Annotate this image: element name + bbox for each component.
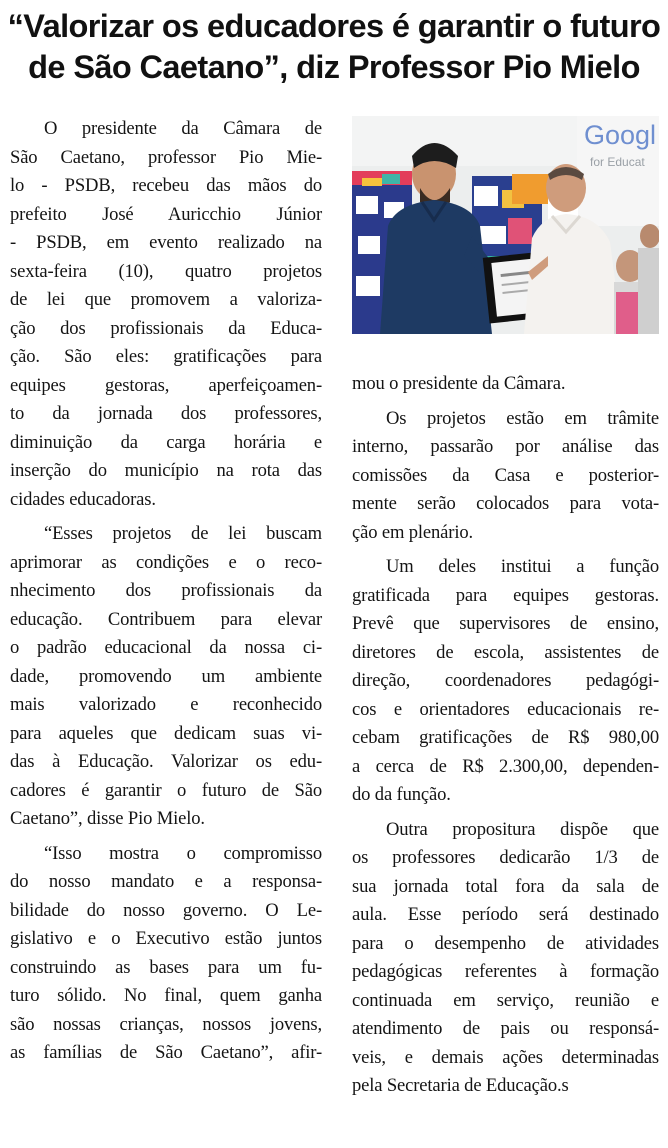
paragraph [10,840,322,1068]
text-line: sua jornada total fora da sala de [352,875,659,897]
text-line: comissões da Casa e posterior- [352,464,659,486]
photo-illustration [352,116,659,334]
text-line: diminuição da carga horária e [10,431,322,453]
text-line: aprimorar as condições e o reco- [10,551,322,573]
text-line: gratificada para equipes gestoras. [352,584,659,606]
text-line: diretores de escola, assistentes de [352,641,659,663]
text-line: nhecimento dos profissionais da [10,580,322,601]
text-line: cidades educadoras. [10,488,156,510]
text-line: para aqueles que dedicam suas vi- [10,722,322,744]
text-line: - PSDB, em evento realizado na [10,232,322,253]
text-line: os professores dedicarão 1/3 de [352,847,659,868]
text-line: ção dos profissionais da Educa- [10,317,322,339]
left-column [10,115,322,1068]
paragraph [10,520,322,834]
paragraph [352,370,659,399]
text-line: ção. São eles: gratificações para [10,346,322,367]
paragraph [10,115,322,514]
text-line: pedagógicas referentes à formação [352,961,659,982]
text-line: cos e orientadores educacionais re- [352,698,659,720]
article-photo [352,116,659,334]
headline [0,6,668,88]
text-line: to da jornada dos professores, [10,403,322,424]
text-line: continuada em serviço, reunião e [352,989,659,1011]
headline-line-1: “Valorizar os educadores é garantir o futuro [7,8,661,44]
text-line: lo - PSDB, recebeu das mãos do [10,175,322,196]
text-line: gislativo e o Executivo estão juntos [10,928,322,949]
text-line: educação. Contribuem para elevar [10,608,322,630]
paragraph [352,553,659,810]
text-line: cadores é garantir o futuro de São [10,779,322,801]
text-line: Outra propositura dispõe que [386,818,659,840]
text-line: Prevê que supervisores de ensino, [352,613,659,634]
right-column [352,370,659,1101]
paragraph [352,405,659,548]
text-line: aula. Esse período será destinado [352,904,659,925]
text-line: são nossas crianças, nossos jovens, [10,1013,322,1035]
text-line: das à Educação. Valorizar os edu- [10,751,322,772]
text-line: para o desempenho de atividades [352,932,659,954]
text-line: atendimento de pais ou responsá- [352,1018,659,1039]
text-line: São Caetano, professor Pio Mie- [10,146,322,168]
text-line: a cerca de R$ 2.300,00, dependen- [352,755,659,777]
text-line: “Isso mostra o compromisso [44,842,322,864]
text-line: do nosso mandato e a responsa- [10,871,322,892]
text-line: interno, passarão por análise das [352,436,659,457]
text-line: de lei que promovem a valoriza- [10,289,322,310]
text-line: “Esses projetos de lei buscam [44,523,322,544]
headline-line-2: de São Caetano”, diz Professor Pio Mielo [28,49,640,85]
text-line: Um deles institui a função [386,556,659,577]
text-line: ção em plenário. [352,521,473,543]
text-line: dade, promovendo um ambiente [10,665,322,687]
text-line: as famílias de São Caetano”, afir- [10,1042,322,1063]
text-line: prefeito José Auricchio Júnior [10,203,322,225]
text-line: do da função. [352,784,451,805]
text-line: pela Secretaria de Educação.s [352,1075,569,1096]
banner-logo-text: Googl [584,120,657,150]
text-line: Caetano”, disse Pio Mielo. [10,808,205,829]
text-line: mente serão colocados para vota- [352,493,659,514]
text-line: direção, coordenadores pedagógi- [352,670,659,691]
text-line: O presidente da Câmara de [44,118,322,139]
text-line: inserção do município na rota das [10,460,322,481]
paragraph [352,816,659,1101]
text-line: cebam gratificações de R$ 980,00 [352,727,659,748]
text-line: equipes gestoras, aperfeiçoamen- [10,374,322,396]
text-line: construindo as bases para um fu- [10,956,322,978]
text-line: mou o presidente da Câmara. [352,373,566,394]
text-line: mais valorizado e reconhecido [10,694,322,715]
text-line: veis, e demais ações determinadas [352,1046,659,1068]
text-line: o padrão educacional da nossa ci- [10,637,322,658]
text-line: sexta-feira (10), quatro projetos [10,260,322,282]
text-line: bilidade do nosso governo. O Le- [10,899,322,921]
banner-sub-text: for Educat [590,155,645,169]
text-line: turo sólido. No final, quem ganha [10,985,322,1006]
text-line: Os projetos estão em trâmite [386,407,659,429]
